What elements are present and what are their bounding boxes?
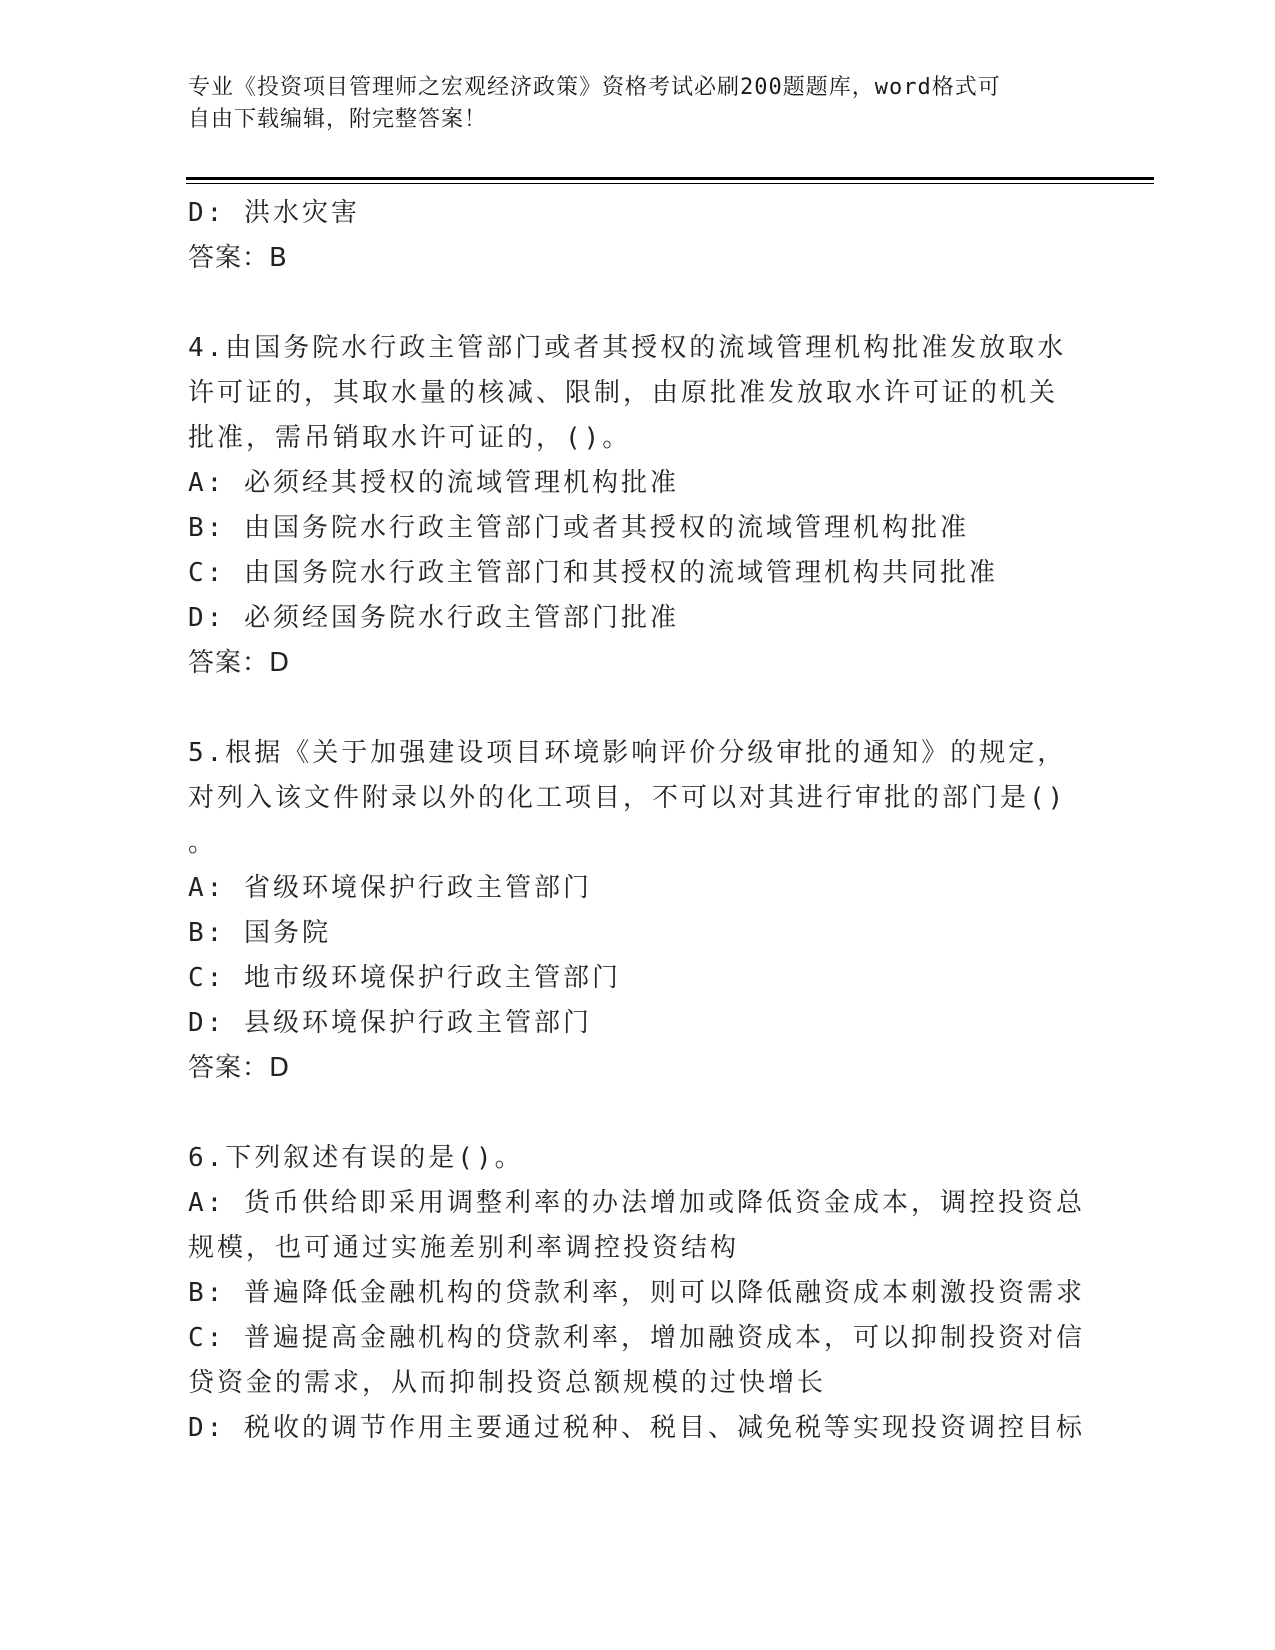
answer-line: 答案：B [188, 243, 288, 273]
text-line: B: 由国务院水行政主管部门或者其授权的流域管理机构批准 [188, 513, 969, 543]
text-line: D: 税收的调节作用主要通过税种、税目、减免税等实现投资调控目标 [188, 1413, 1085, 1443]
text-line: 4.由国务院水行政主管部门或者其授权的流域管理机构批准发放取水 [188, 333, 1067, 363]
text-line: C: 普遍提高金融机构的贷款利率，增加融资成本，可以抑制投资对信 [188, 1323, 1085, 1353]
text-line: B: 普遍降低金融机构的贷款利率，则可以降低融资成本刺激投资需求 [188, 1278, 1085, 1308]
text-line: 贷资金的需求，从而抑制投资总额规模的过快增长 [188, 1368, 827, 1398]
text-line: C: 地市级环境保护行政主管部门 [188, 963, 621, 993]
paragraph-gap [188, 281, 1078, 326]
text-line: 对列入该文件附录以外的化工项目，不可以对其进行审批的部门是() [188, 783, 1067, 813]
text-line: 规模，也可通过实施差别利率调控投资结构 [188, 1233, 740, 1263]
text-line: 6.下列叙述有误的是()。 [188, 1143, 524, 1173]
text-line: D: 洪水灾害 [188, 198, 360, 228]
text-line: 许可证的，其取水量的核减、限制，由原批准发放取水许可证的机关 [188, 378, 1059, 408]
question-content [188, 191, 1085, 1451]
header-divider-thick [186, 177, 1154, 180]
text-line: C: 由国务院水行政主管部门和其授权的流域管理机构共同批准 [188, 558, 998, 588]
text-line: A: 货币供给即采用调整利率的办法增加或降低资金成本，调控投资总 [188, 1188, 1085, 1218]
text-line: 批准，需吊销取水许可证的，()。 [188, 423, 632, 453]
text-line: D: 必须经国务院水行政主管部门批准 [188, 603, 679, 633]
text-line: 。 [188, 828, 218, 858]
header-line-2: 自由下载编辑，附完整答案！ [188, 107, 488, 132]
text-line: A: 省级环境保护行政主管部门 [188, 873, 592, 903]
text-line: A: 必须经其授权的流域管理机构批准 [188, 468, 679, 498]
text-line: B: 国务院 [188, 918, 331, 948]
paragraph-gap [188, 1091, 1078, 1136]
paragraph-gap [188, 686, 1078, 731]
text-line: 5.根据《关于加强建设项目环境影响评价分级审批的通知》的规定， [188, 738, 1067, 768]
text-line: D: 县级环境保护行政主管部门 [188, 1008, 592, 1038]
header-divider-thin [186, 183, 1154, 184]
answer-line: 答案：D [188, 648, 291, 678]
document-header [188, 72, 1068, 136]
answer-line: 答案：D [188, 1053, 291, 1083]
header-line-1: 专业《投资项目管理师之宏观经济政策》资格考试必刷200题题库，word格式可 [188, 75, 1001, 100]
